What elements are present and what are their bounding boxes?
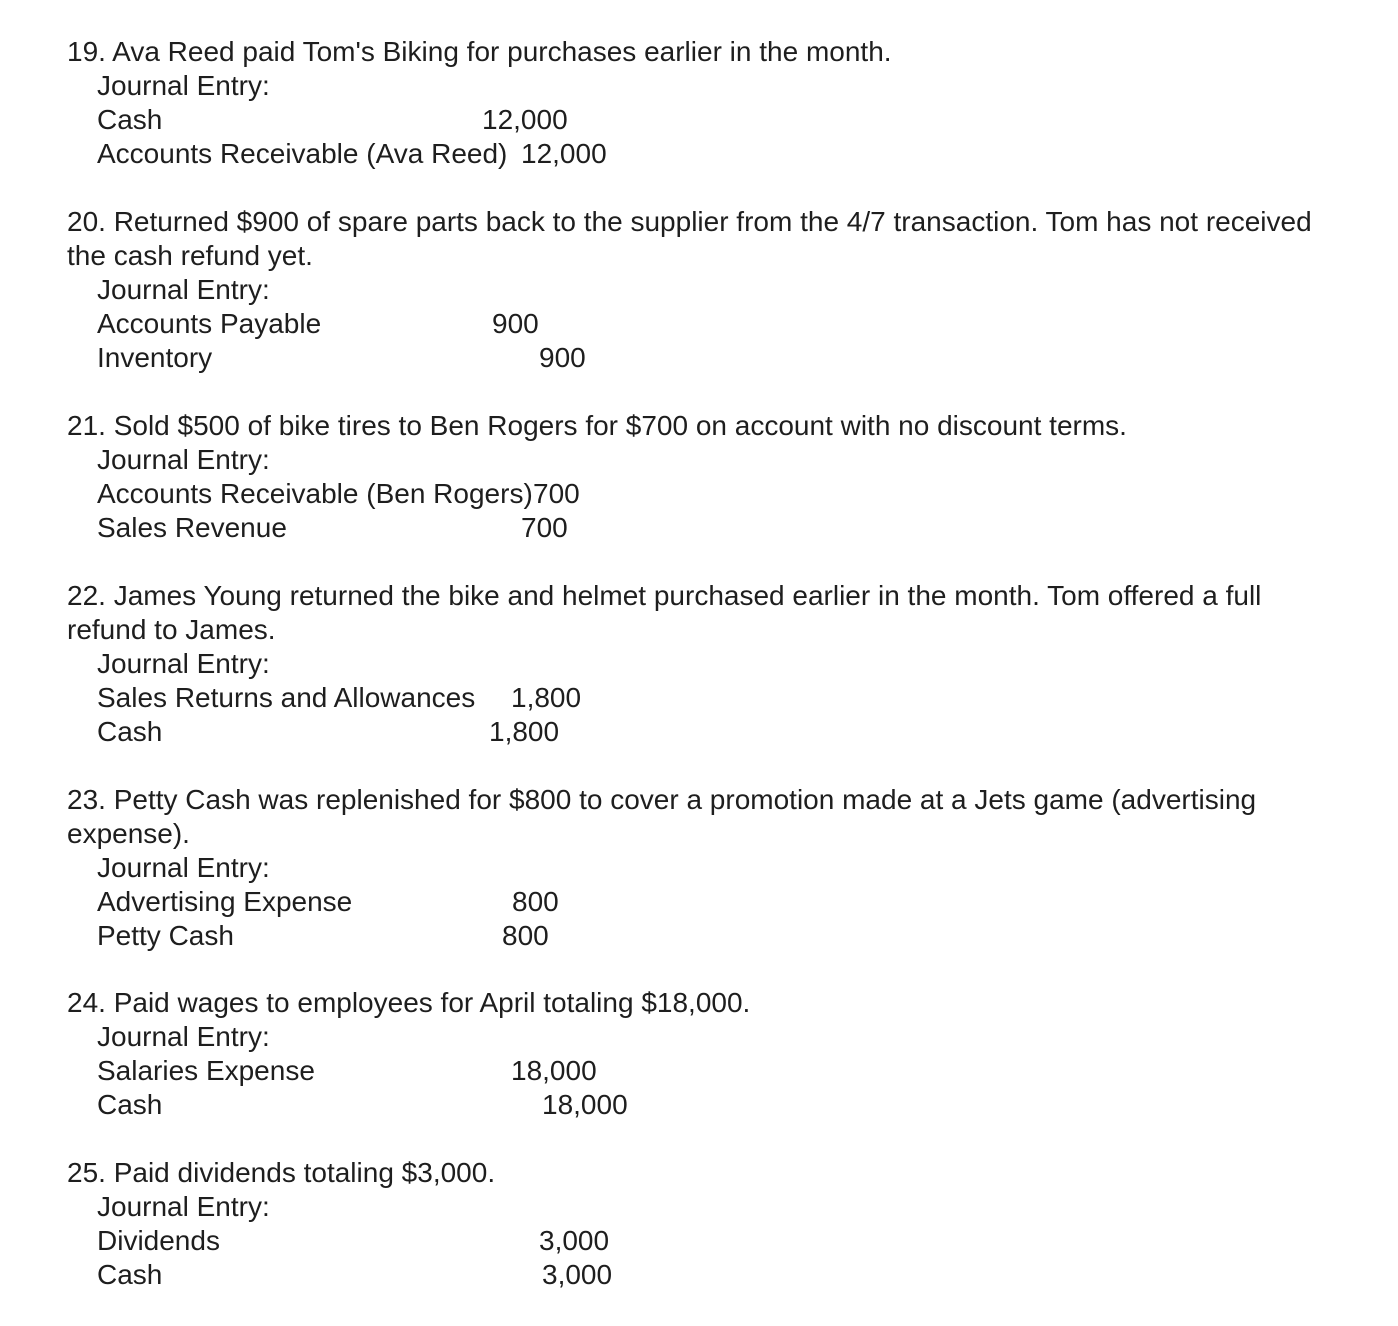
- entry-21-debit-account: Accounts Receivable (Ben Rogers): [97, 478, 533, 509]
- entry-23-debit-amount: 800: [512, 886, 559, 917]
- entry-23-description-line-1: 23. Petty Cash was replenished for $800 to cover a promotion made at a Jets game (advertising: [67, 784, 1257, 815]
- entry-24-debit-amount: 18,000: [511, 1055, 597, 1086]
- entry-22-description-line-1: 22. James Young returned the bike and helmet purchased earlier in the month. Tom offered a full: [67, 580, 1262, 611]
- entry-19-debit-amount: 12,000: [482, 104, 568, 135]
- entry-21-credit-amount: 700: [521, 512, 568, 543]
- entry-20-journal-label: Journal Entry:: [97, 274, 270, 305]
- entry-24-description: 24. Paid wages to employees for April totaling $18,000.: [67, 987, 751, 1018]
- entry-25-debit-account: Dividends: [97, 1225, 220, 1256]
- entry-22-debit-amount: 1,800: [511, 682, 582, 713]
- entry-22-debit-account: Sales Returns and Allowances: [97, 682, 476, 713]
- entry-21-description: 21. Sold $500 of bike tires to Ben Rogers for $700 on account with no discount terms.: [67, 410, 1127, 441]
- entry-22-description-line-2: refund to James.: [67, 614, 276, 645]
- entry-23-journal-label: Journal Entry:: [97, 852, 270, 883]
- entry-24-credit-amount: 18,000: [542, 1089, 628, 1120]
- entry-25-description: 25. Paid dividends totaling $3,000.: [67, 1157, 496, 1188]
- entry-20-credit-account: Inventory: [97, 342, 213, 373]
- entry-19-journal-label: Journal Entry:: [97, 70, 270, 101]
- entry-24-credit-account: Cash: [97, 1089, 163, 1120]
- entry-22-journal-label: Journal Entry:: [97, 648, 270, 679]
- entry-20-debit-account: Accounts Payable: [97, 308, 322, 339]
- entry-24-journal-label: Journal Entry:: [97, 1021, 270, 1052]
- entry-25-debit-amount: 3,000: [539, 1225, 610, 1256]
- entry-25-credit-account: Cash: [97, 1259, 163, 1290]
- entry-23-debit-account: Advertising Expense: [97, 886, 353, 917]
- entry-19-credit-account: Accounts Receivable (Ava Reed): [97, 138, 508, 169]
- entry-20-credit-amount: 900: [539, 342, 586, 373]
- entry-25-credit-amount: 3,000: [542, 1259, 613, 1290]
- entry-20-description-line-2: the cash refund yet.: [67, 240, 313, 271]
- entry-23-credit-account: Petty Cash: [97, 920, 234, 951]
- entry-23-description-line-2: expense).: [67, 818, 190, 849]
- entry-20-debit-amount: 900: [492, 308, 539, 339]
- entry-22-credit-account: Cash: [97, 716, 163, 747]
- entry-25-journal-label: Journal Entry:: [97, 1191, 270, 1222]
- entry-24-debit-account: Salaries Expense: [97, 1055, 315, 1086]
- entry-19-credit-amount: 12,000: [521, 138, 607, 169]
- entry-19-debit-account: Cash: [97, 104, 163, 135]
- entry-21-debit-amount: 700: [533, 478, 580, 509]
- entry-21-journal-label: Journal Entry:: [97, 444, 270, 475]
- entry-23-credit-amount: 800: [502, 920, 549, 951]
- entry-19-description: 19. Ava Reed paid Tom's Biking for purchases earlier in the month.: [67, 36, 892, 67]
- entry-20-description-line-1: 20. Returned $900 of spare parts back to the supplier from the 4/7 transaction. Tom has not received: [67, 206, 1312, 237]
- entry-21-credit-account: Sales Revenue: [97, 512, 287, 543]
- entry-22-credit-amount: 1,800: [489, 716, 560, 747]
